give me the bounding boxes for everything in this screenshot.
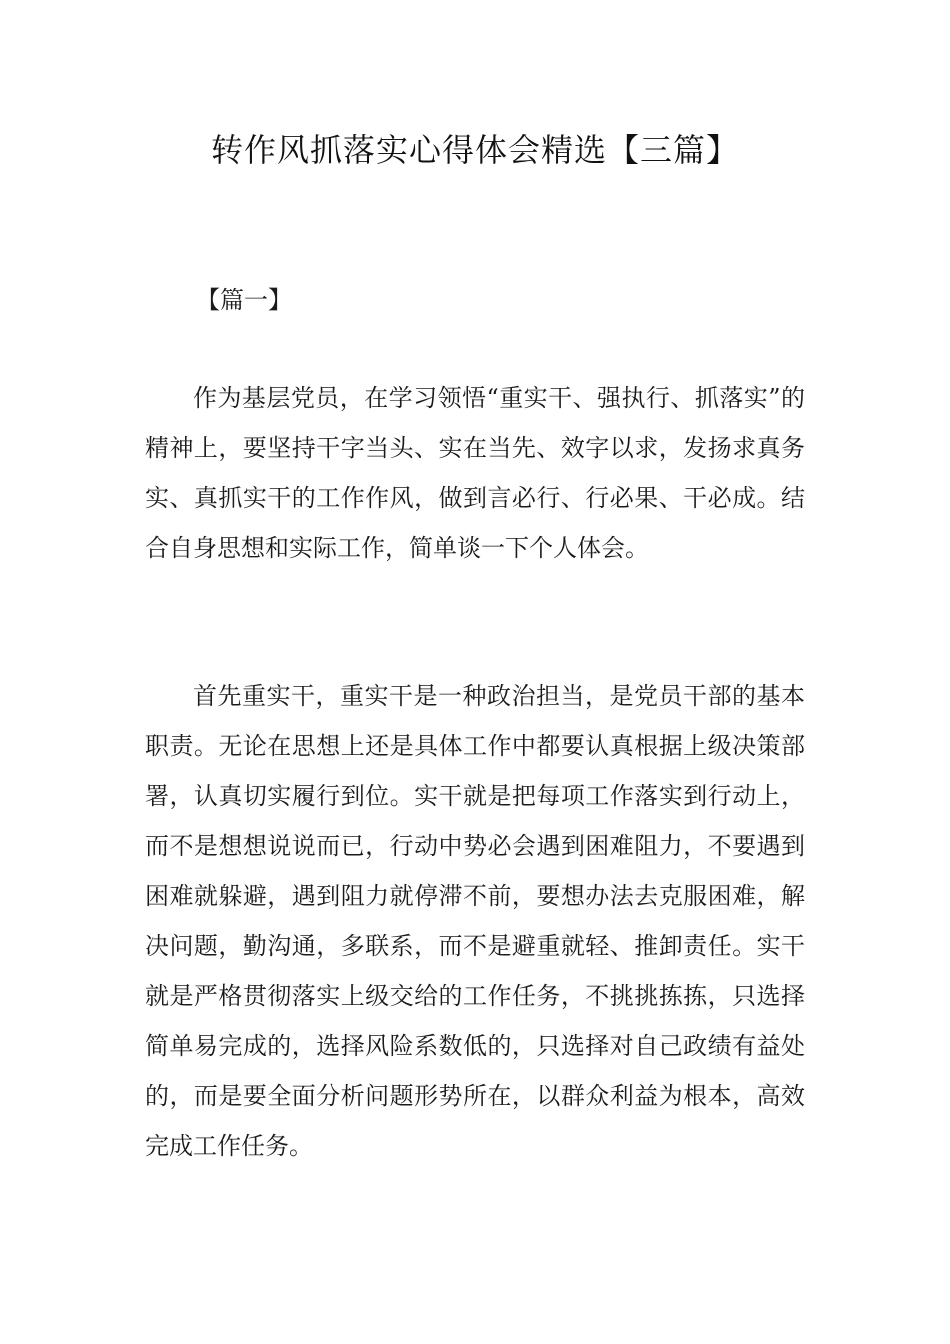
section-heading: 【篇一】 [196, 286, 292, 314]
paragraph-1: 作为基层党员，在学习领悟“重实干、强执行、抓落实”的精神上，要坚持干字当头、实在当先、效字以求，发扬求真务实、真抓实干的工作作风，做到言必行、行必果、干必成。结合自身思想和实际工作，简单谈一下个人体会。 [145, 384, 805, 562]
paragraph-2: 首先重实干，重实干是一种政治担当，是党员干部的基本职责。无论在思想上还是具体工作中都要认真根据上级决策部署，认真切实履行到位。实干就是把每项工作落实到行动上，而不是想想说说而已，行动中势必会遇到困难阻力，不要遇到困难就躲避，遇到阻力就停滞不前，要想办法去克服困难，解决问题，勤沟通，多联系，而不是避重就轻、推卸责任。实干就是严格贯彻落实上级交给的工作任务，不挑挑拣拣，只选择简单易完成的，选择风险系数低的，只选择对自己政绩有益处的，而是要全面分析问题形势所在，以群众利益为根本，高效完成工作任务。 [145, 682, 805, 1160]
document-title: 转作风抓落实心得体会精选【三篇】 [210, 131, 739, 169]
